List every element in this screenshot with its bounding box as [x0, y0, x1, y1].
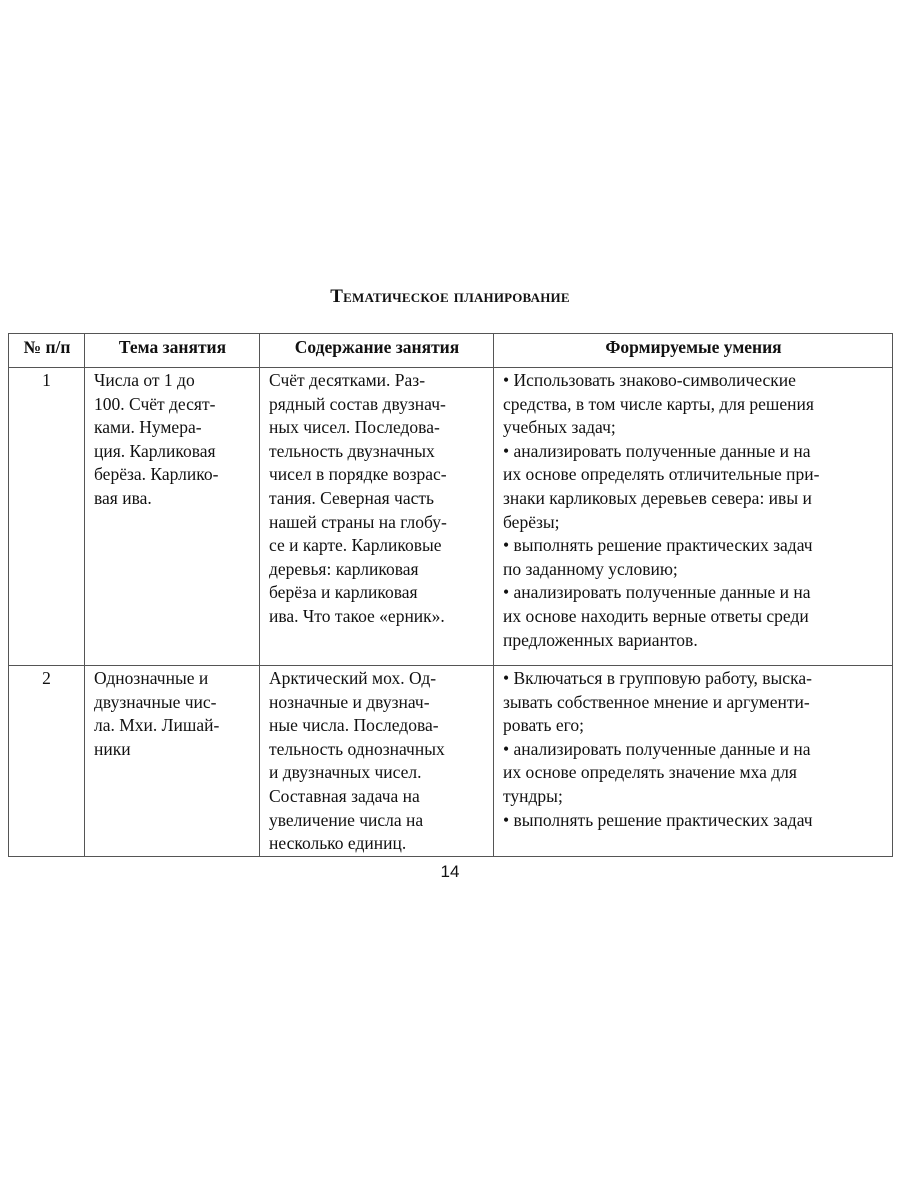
header-content: Содержание занятия	[260, 334, 494, 368]
content-line: Арктический мох. Од-	[269, 668, 437, 688]
topic-line: ла. Мхи. Лишай-	[94, 715, 220, 736]
topic-line: Числа от 1 до	[94, 370, 195, 390]
skills-line: • анализировать полученные данные и на	[503, 582, 811, 603]
content-line: берёза и карликовая	[269, 582, 418, 603]
skills-line: их основе определять отличительные при-	[503, 464, 820, 485]
row-number: 2	[9, 666, 85, 857]
skills-line: учебных задач;	[503, 417, 616, 438]
skills-line: ровать его;	[503, 715, 584, 736]
skills-line: зывать собственное мнение и аргументи-	[503, 691, 810, 712]
content-line: се и карте. Карликовые	[269, 535, 442, 556]
page-title: Тематическое планирование	[330, 286, 570, 307]
cell-topic	[85, 368, 260, 666]
row-number: 1	[9, 368, 85, 666]
content-line: и двузначных чисел.	[269, 762, 422, 783]
topic-line: берёза. Карлико-	[94, 464, 219, 485]
cell-skills	[494, 666, 893, 857]
content-line: ива. Что такое «ерник».	[269, 605, 445, 626]
skills-line: тундры;	[503, 785, 563, 806]
content-line: Составная задача на	[269, 785, 420, 806]
skills-line: их основе определять значение мха для	[503, 762, 797, 783]
skills-line: • Включаться в групповую работу, выска-	[503, 668, 812, 688]
content-line: нозначные и двузнач-	[269, 691, 430, 712]
content-line: несколько единиц.	[269, 833, 407, 854]
skills-line: • анализировать полученные данные и на	[503, 738, 811, 759]
skills-line: берёзы;	[503, 511, 560, 532]
content-line: увеличение числа на	[269, 809, 424, 830]
skills-line: предложенных вариантов.	[503, 629, 698, 650]
cell-topic	[85, 666, 260, 857]
skills-line: по заданному условию;	[503, 558, 678, 579]
topic-line: 100. Счёт десят-	[94, 393, 216, 414]
topic-line: двузначные чис-	[94, 691, 217, 712]
content-line: Счёт десятками. Раз-	[269, 370, 426, 390]
page-number: 14	[440, 862, 460, 881]
skills-line: знаки карликовых деревьев севера: ивы и	[503, 487, 812, 508]
content-line: нашей страны на глобу-	[269, 511, 447, 532]
content-line: рядный состав двузнач-	[269, 393, 446, 414]
cell-content	[260, 368, 494, 666]
table-row	[9, 666, 893, 857]
content-line: ные числа. Последова-	[269, 715, 439, 736]
header-skills: Формируемые умения	[494, 334, 893, 368]
topic-line: вая ива.	[94, 487, 152, 508]
cell-content	[260, 666, 494, 857]
skills-line: • анализировать полученные данные и на	[503, 440, 811, 461]
skills-line: • выполнять решение практических задач	[503, 809, 813, 830]
content-line: тания. Северная часть	[269, 487, 435, 508]
cell-skills	[494, 368, 893, 666]
header-topic: Тема занятия	[85, 334, 260, 368]
topic-line: ники	[94, 738, 131, 759]
skills-line: средства, в том числе карты, для решения	[503, 393, 814, 414]
thematic-planning-table	[8, 333, 893, 857]
content-line: тельность двузначных	[269, 440, 435, 461]
content-line: ных чисел. Последова-	[269, 417, 440, 438]
topic-line: ция. Карликовая	[94, 440, 216, 461]
topic-line: Однозначные и	[94, 668, 209, 688]
content-line: чисел в порядке возрас-	[269, 464, 447, 485]
header-number: № п/п	[9, 334, 85, 368]
topic-line: ками. Нумера-	[94, 417, 202, 438]
skills-line: их основе находить верные ответы среди	[503, 605, 809, 626]
skills-line: • Использовать знаково-символические	[503, 370, 796, 390]
content-line: деревья: карликовая	[269, 558, 419, 579]
table-row	[9, 368, 893, 666]
content-line: тельность однозначных	[269, 738, 445, 759]
table-header-row	[9, 334, 893, 368]
skills-line: • выполнять решение практических задач	[503, 535, 813, 556]
